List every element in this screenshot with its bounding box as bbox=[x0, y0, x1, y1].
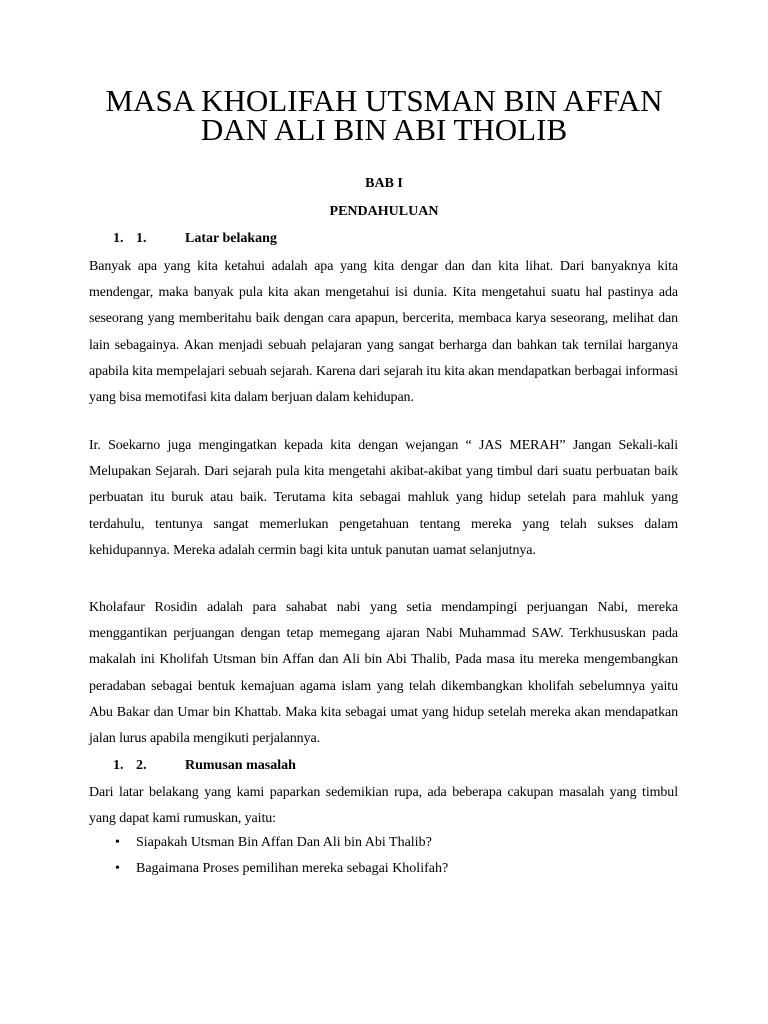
paragraph-4: Dari latar belakang yang kami paparkan sedemikian rupa, ada beberapa cakupan masalah yang timbul yang dapat kami rumuskan, yaitu: bbox=[89, 785, 678, 827]
list-item-text: Bagaimana Proses pemilihan mereka sebagai Kholifah? bbox=[136, 861, 449, 877]
list-item bbox=[89, 830, 678, 856]
section-number-minor: 1. bbox=[136, 231, 147, 246]
document-title bbox=[60, 83, 708, 147]
chapter-title: PENDAHULUAN bbox=[329, 204, 439, 219]
question-list bbox=[89, 830, 678, 882]
bullet-icon: • bbox=[115, 835, 120, 850]
section-label: Rumusan masalah bbox=[185, 758, 296, 773]
list-item-text: Siapakah Utsman Bin Affan Dan Ali bin Abi Thalib? bbox=[136, 835, 432, 850]
list-item bbox=[89, 856, 678, 882]
paragraph-1: Banyak apa yang kita ketahui adalah apa yang kita dengar dan dan kita lihat. Dari banyaknya kita mendengar, maka banyak pula kita akan mengetahui isi dunia. Kita mengetahui suatu hal pastinya ada seseorang yang memberitahu baik dengan cara apapun, bercerita, membaca karya seseorang, melihat dan lain sebagainya. Akan menjadi sebuah pelajaran yang sangat berharga dan bahkan tak ternilai harganya apabila kita mempelajari sebuah sejarah. Karena dari sejarah itu kita akan mendapatkan berbagai informasi yang bisa memotifasi kita dalam berjuan dalam kehidupan. bbox=[89, 259, 678, 406]
section-label: Latar belakang bbox=[185, 231, 277, 246]
paragraph-2: Ir. Soekarno juga mengingatkan kepada kita dengan wejangan “ JAS MERAH” Jangan Sekali-kali Melupakan Sejarah. Dari sejarah pula kita mengetahi akibat-akibat yang timbul dari suatu perbuatan baik perbuatan itu buruk atau baik. Terutama kita sebagai mahluk yang hidup setelah para mahluk yang terdahulu, tentunya sangat memerlukan pengetahuan tentang mereka yang telah sukses dalam kehidupannya. Mereka adalah cermin bagi kita untuk panutan uamat selanjutnya. bbox=[89, 438, 678, 558]
paragraph-3: Kholafaur Rosidin adalah para sahabat nabi yang setia mendampingi perjuangan Nabi, mereka menggantikan perjuangan dengan tetap memegang ajaran Nabi Muhammad SAW. Terkhususkan pada makalah ini Kholifah Utsman bin Affan dan Ali bin Abi Thalib, Pada masa itu mereka mengembangkan peradaban sebagai bentuk kemajuan agama islam yang telah dikembangkan kholifah sebelumnya yaitu Abu Bakar dan Umar bin Khattab. Maka kita sebagai umat yang hidup setelah mereka akan mendapatkan jalan lurus apabila mengikuti perjalannya. bbox=[89, 600, 678, 747]
title-line-1: MASA KHOLIFAH UTSMAN BIN AFFAN bbox=[105, 83, 663, 118]
bullet-icon: • bbox=[115, 861, 120, 877]
section-number-major: 1. bbox=[113, 758, 124, 773]
section-number-minor: 2. bbox=[136, 758, 147, 773]
section-number-major: 1. bbox=[113, 231, 124, 246]
chapter-label: BAB I bbox=[365, 176, 403, 191]
title-line-2: DAN ALI BIN ABI THOLIB bbox=[200, 112, 568, 147]
